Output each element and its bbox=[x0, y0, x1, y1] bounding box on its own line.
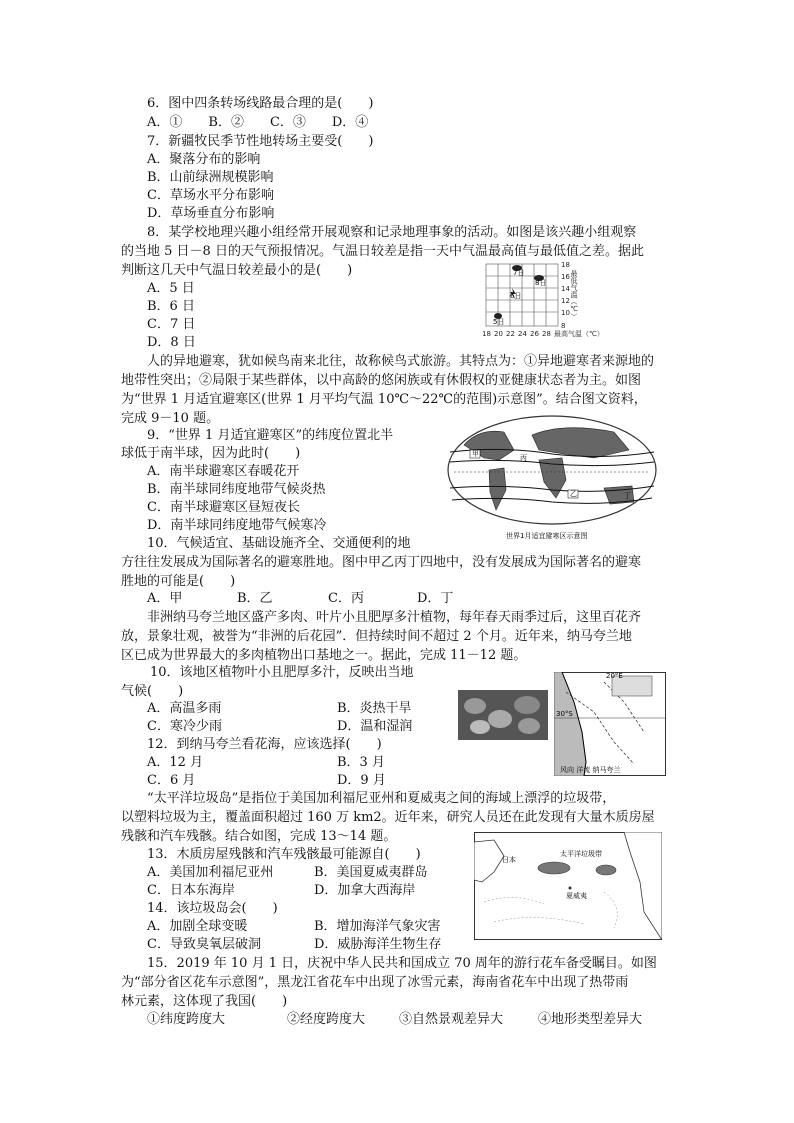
ytick-12: 12 bbox=[561, 297, 570, 305]
namaqualand-map bbox=[554, 672, 666, 776]
q12-option-d: D．9 月 bbox=[337, 773, 386, 788]
q15-line2: 为“部分省区花车示意图”，黑龙江省花车中出现了冰雪元素，海南省花车中出现了热带雨 bbox=[121, 975, 629, 990]
q8-line3: 判断这几天中气温日较差最小的是( ) bbox=[121, 263, 353, 278]
q15-line1: 15．2019 年 10 月 1 日，庆祝中华人民共和国成立 70 周年的游行花车备受瞩目。如图 bbox=[147, 956, 657, 971]
q10-option-c: C．丙 bbox=[328, 591, 364, 606]
q14-stem: 14．该垃圾岛会( ) bbox=[147, 901, 278, 916]
q7-option-d: D．草场垂直分布影响 bbox=[147, 206, 275, 221]
q11-option-c: C．寒冷少雨 bbox=[147, 719, 222, 734]
q10-option-a: A．甲 bbox=[147, 591, 183, 606]
japan-label: 日本 bbox=[502, 856, 516, 864]
q13-stem: 13．木质房屋残骸和汽车残骸最可能源自( ) bbox=[147, 847, 421, 862]
q12-option-b: B．3 月 bbox=[337, 755, 385, 770]
q9-option-b: B．南半球同纬度地带气候炎热 bbox=[147, 482, 326, 497]
map-label-jia: 甲 bbox=[472, 450, 479, 458]
day6-label: 6日 bbox=[510, 292, 522, 300]
day8-label: 8日 bbox=[535, 279, 547, 287]
map-legend: 风向 洋流 纳马夸兰 bbox=[560, 766, 621, 774]
q14-option-b: B．增加海洋气象灾害 bbox=[314, 919, 441, 934]
ytick-8: 8 bbox=[561, 322, 566, 330]
x-axis-label: 最高气温（℃） bbox=[554, 330, 604, 338]
xtick-26: 26 bbox=[530, 330, 539, 338]
intro9-line1: 人的异地避寒，犹如候鸟南来北往，故称候鸟式旅游。其特点为：①异地避寒者来源地的 bbox=[147, 354, 655, 369]
ytick-14: 14 bbox=[561, 285, 570, 293]
q11-option-d: D．温和湿润 bbox=[337, 719, 413, 734]
q8-line1: 8．某学校地理兴趣小组经常开展观察和记录地理事象的活动。如图是该兴趣小组观察 bbox=[147, 225, 637, 240]
ytick-18: 18 bbox=[561, 261, 570, 269]
q8-option-a: A．5 日 bbox=[147, 281, 195, 296]
q15-option-1: ①纬度跨度大 bbox=[147, 1012, 226, 1027]
ytick-10: 10 bbox=[561, 309, 570, 317]
map-caption: 世界1月适宜避寒区示意图 bbox=[506, 532, 588, 540]
q14-option-c: C．导致臭氧层破洞 bbox=[147, 937, 261, 952]
latitude-label: 30°S bbox=[556, 710, 573, 718]
q8-option-d: D．8 日 bbox=[147, 335, 196, 350]
intro13-line1: “太平洋垃圾岛”是指位于美国加利福尼亚州和夏威夷之间的海域上漂浮的垃圾带， bbox=[147, 791, 616, 806]
q9-option-c: C．南半球避寒区昼短夜长 bbox=[147, 500, 300, 515]
q13-option-b: B．美国夏威夷群岛 bbox=[314, 865, 428, 880]
succulent-plants-photo bbox=[458, 690, 548, 740]
day5-label: 5日 bbox=[493, 318, 505, 326]
intro11-line1: 非洲纳马夸兰地区盛产多肉、叶片小且肥厚多汁植物，每年春天雨季过后，这里百花齐 bbox=[147, 610, 642, 625]
q9-option-a: A．南半球避寒区春暖花开 bbox=[147, 464, 300, 479]
q12-option-a: A．12 月 bbox=[147, 755, 204, 770]
intro13-line3: 残骸和汽车残骸。结合如图，完成 13～14 题。 bbox=[121, 829, 397, 844]
q11-option-a: A．高温多雨 bbox=[147, 701, 222, 716]
q8-option-b: B．6 日 bbox=[147, 299, 195, 314]
map-label-ding: 丁 bbox=[624, 492, 631, 500]
q13-option-d: D．加拿大西海岸 bbox=[314, 883, 416, 898]
q7-option-b: B．山前绿洲规模影响 bbox=[147, 170, 274, 185]
q15-option-4: ④地形类型差异大 bbox=[538, 1012, 643, 1027]
intro9-line3: 为“世界 1 月适宜避寒区(世界 1 月平均气温 10℃～22℃的范围)示意图”。结合图文资料， bbox=[121, 392, 647, 407]
xtick-18: 18 bbox=[482, 330, 491, 338]
hawaii-label: 夏威夷 bbox=[566, 892, 587, 900]
y-axis-label: 最低气温（℃） bbox=[570, 270, 578, 320]
q11-line1: 10．该地区植物叶小且肥厚多汁，反映出当地 bbox=[150, 665, 414, 680]
q12-stem: 12．到纳马夸兰看花海，应该选择( ) bbox=[147, 737, 382, 752]
q10-line3: 胜地的可能是( ) bbox=[121, 574, 236, 589]
q14-option-d: D．威胁海洋生物生存 bbox=[314, 937, 442, 952]
q12-option-c: C．6 月 bbox=[147, 773, 196, 788]
q9-option-d: D．南半球同纬度地带气候寒冷 bbox=[147, 518, 327, 533]
q11-line2: 气候( ) bbox=[121, 684, 184, 699]
q8-line2: 的当地 5 日－8 日的天气预报情况。气温日较差是指一天中气温最高值与最低值之差。据此 bbox=[121, 244, 644, 259]
world-winter-resort-map bbox=[444, 410, 660, 542]
intro9-line4: 完成 9－10 题。 bbox=[121, 411, 220, 426]
q10-line1: 10．气候适宜、基础设施齐全、交通便利的地 bbox=[147, 536, 411, 551]
q15-line3: 林元素，这体现了我国( ) bbox=[121, 994, 288, 1009]
q10-line2: 方往往发展成为国际著名的避寒胜地。图中甲乙丙丁四地中，没有发展成为国际著名的避寒 bbox=[121, 555, 642, 570]
q7-option-a: A．聚落分布的影响 bbox=[147, 152, 261, 167]
longitude-label: 20°E bbox=[606, 672, 623, 680]
xtick-22: 22 bbox=[506, 330, 515, 338]
q6-stem: 6．图中四条转场线路最合理的是( ) bbox=[147, 96, 374, 111]
intro13-line2: 以塑料垃圾为主，覆盖面积超过 160 万 km2。近年来，研究人员还在此发现有大量木质房屋 bbox=[121, 810, 655, 825]
q13-option-c: C．日本东海岸 bbox=[147, 883, 235, 898]
q14-option-a: A．加剧全球变暖 bbox=[147, 919, 248, 934]
ytick-16: 16 bbox=[561, 273, 570, 281]
pacific-garbage-patch-map bbox=[474, 832, 662, 940]
q9-line2: 球低于南半球，因为此时( ) bbox=[121, 446, 301, 461]
xtick-20: 20 bbox=[494, 330, 503, 338]
map-label-yi: 乙 bbox=[570, 490, 577, 498]
garbage-patch-label: 太平洋垃圾带 bbox=[560, 850, 602, 858]
q8-option-c: C．7 日 bbox=[147, 317, 196, 332]
q13-option-a: A．美国加利福尼亚州 bbox=[147, 865, 274, 880]
q15-option-3: ③自然景观差异大 bbox=[399, 1012, 504, 1027]
intro11-line2: 放，景象壮观，被誉为“非洲的后花园”．但持续时间不超过 2 个月。近年来，纳马夸兰地 bbox=[121, 629, 632, 644]
intro11-line3: 区已成为世界最大的多肉植物出口基地之一。据此，完成 11－12 题。 bbox=[121, 648, 527, 663]
q10-option-b: B．乙 bbox=[237, 591, 273, 606]
intro9-line2: 地带性突出；②局限于某些群体，以中高龄的悠闲族或有休假权的亚健康状态者为主。如图 bbox=[121, 373, 642, 388]
weather-forecast-chart bbox=[478, 258, 613, 342]
q9-line1: 9．“世界 1 月适宜避寒区”的纬度位置北半 bbox=[147, 428, 394, 443]
q11-option-b: B．炎热干旱 bbox=[337, 701, 412, 716]
q7-option-c: C．草场水平分布影响 bbox=[147, 188, 274, 203]
map-label-bing: 丙 bbox=[520, 454, 527, 462]
xtick-24: 24 bbox=[518, 330, 527, 338]
q10-option-d: D．丁 bbox=[417, 591, 454, 606]
q7-stem: 7．新疆牧民季节性地转场主要受( ) bbox=[147, 134, 374, 149]
q15-option-2: ②经度跨度大 bbox=[287, 1012, 366, 1027]
q6-options: A．① B．② C．③ D．④ bbox=[147, 115, 369, 130]
day7-label: 7日 bbox=[513, 269, 525, 277]
xtick-28: 28 bbox=[542, 330, 551, 338]
